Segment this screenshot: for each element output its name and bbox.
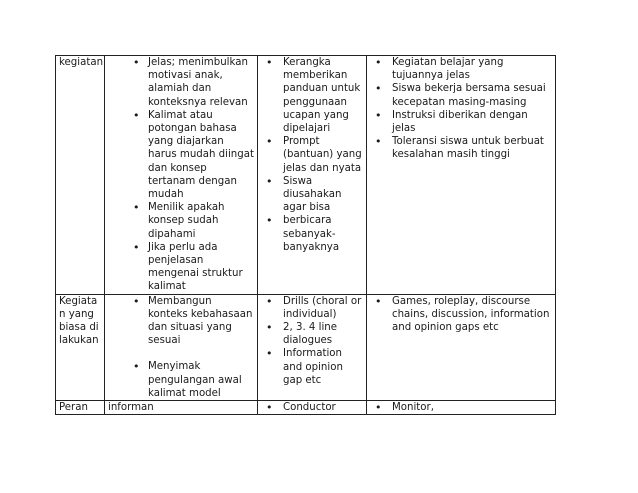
table-row <box>56 294 556 400</box>
bullet-list <box>108 56 254 294</box>
row-label-cell: kegiatan <box>56 56 105 295</box>
cell-col3 <box>367 56 556 295</box>
list-item: • Drills (choral or individual) <box>261 295 363 321</box>
bullet-list <box>370 295 552 335</box>
cell-col3 <box>367 294 556 400</box>
cell-col3 <box>367 401 556 415</box>
table-row <box>56 401 556 415</box>
list-item: • Instruksi diberikan dengan jelas <box>370 109 552 135</box>
list-item: • berbicara sebanyak-banyaknya <box>261 214 363 254</box>
bullet-list <box>108 295 254 348</box>
bullet-list <box>370 56 552 162</box>
list-item: • Jelas; menimbulkan motivasi anak, alamiah dan konteksnya relevan <box>108 56 254 109</box>
list-item: • Menyimak pengulangan awal kalimat model <box>108 360 254 400</box>
list-item: • Siswa bekerja bersama sesuai kecepatan masing-masing <box>370 82 552 108</box>
cell-col1 <box>105 294 258 400</box>
spacer <box>108 347 254 360</box>
row-label-cell: Kegiatan yang biasa dilakukan <box>56 294 105 400</box>
table-row <box>56 56 556 295</box>
bullet-list <box>261 295 363 387</box>
list-item: • 2, 3. 4 line dialogues <box>261 321 363 347</box>
cell-col2 <box>258 294 367 400</box>
comparison-table <box>55 55 556 415</box>
bullet-list <box>261 56 363 254</box>
list-item: • Jika perlu ada penjelasan mengenai struktur kalimat <box>108 241 254 294</box>
list-item: • Information and opinion gap etc <box>261 347 363 387</box>
cell-col1: informan <box>105 401 258 415</box>
list-item: • Prompt (bantuan) yang jelas dan nyata <box>261 135 363 175</box>
list-item: • Kerangka memberikan panduan untuk penggunaan ucapan yang dipelajari <box>261 56 363 135</box>
list-item: • Membangun konteks kebahasaan dan situasi yang sesuai <box>108 295 254 348</box>
bullet-list <box>370 401 552 414</box>
list-item: • Games, roleplay, discourse chains, discussion, information and opinion gaps etc <box>370 295 552 335</box>
list-item: • Kalimat atau potongan bahasa yang diajarkan harus mudah diingat dan konsep tertanam dengan mudah <box>108 109 254 201</box>
list-item: • Menilik apakah konsep sudah dipahami <box>108 201 254 241</box>
list-item: • Monitor, <box>370 401 552 414</box>
bullet-list <box>108 360 254 400</box>
row-label-cell: Peran <box>56 401 105 415</box>
cell-col2 <box>258 56 367 295</box>
cell-col1 <box>105 56 258 295</box>
bullet-list <box>261 401 363 414</box>
list-item: • Toleransi siswa untuk berbuat kesalahan masih tinggi <box>370 135 552 161</box>
list-item: • Siswa diusahakan agar bisa <box>261 175 363 215</box>
list-item: • Conductor <box>261 401 363 414</box>
list-item: • Kegiatan belajar yang tujuannya jelas <box>370 56 552 82</box>
cell-col2 <box>258 401 367 415</box>
